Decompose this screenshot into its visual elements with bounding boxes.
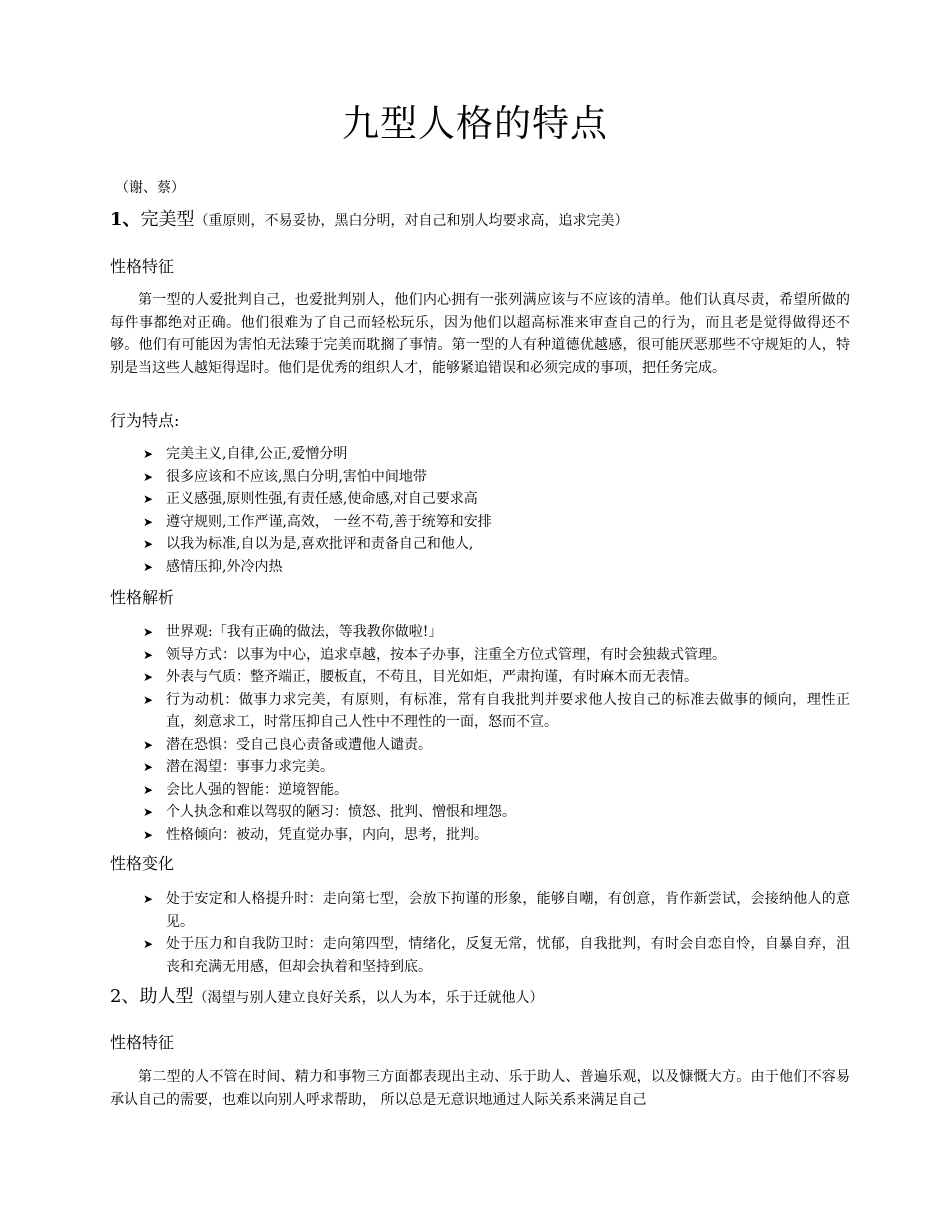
list-item: ➤ 领导方式：以事为中心，追求卓越，按本子办事，注重全方位式管理，有时会独裁式管理。 xyxy=(110,644,850,667)
type1-traits-paragraph: 第一型的人爱批判自己，也爱批判别人，他们内心拥有一张列满应该与不应该的清单。他们认真尽责，希望所做的每件事都绝对正确。他们很难为了自己而轻松玩乐，因为他们以超高标准来审查自己的行为，而且老是觉得做得还不够。他们有可能因为害怕无法臻于完美而耽搁了事情。第一型的人有种道德优越感，很可能厌恶那些不守规矩的人，特别是当这些人越矩得逞时。他们是优秀的组织人才，能够紧追错误和必须完成的事项，把任务完成。 xyxy=(110,292,850,376)
list-item: ➤ 性格倾向：被动，凭直觉办事，内向，思考，批判。 xyxy=(110,824,850,847)
list-item: ➤ 正义感强,原则性强,有责任感,使命感,对自己要求高 xyxy=(110,488,850,511)
arrow-bullet-icon: ➤ xyxy=(143,469,154,484)
type2-heading xyxy=(110,983,543,1012)
type1-description: （重原则，不易妥协，黑白分明，对自己和别人均要求高，追求完美） xyxy=(194,213,629,229)
list-item: ➤ 很多应该和不应该,黑白分明,害怕中间地带 xyxy=(110,466,850,489)
list-item: ➤ 个人执念和难以驾驭的陋习：愤怒、批判、憎恨和埋怨。 xyxy=(110,801,850,824)
arrow-bullet-icon: ➤ xyxy=(143,492,154,506)
list-item: ➤ 会比人强的智能：逆境智能。 xyxy=(110,779,850,802)
arrow-bullet-icon: ➤ xyxy=(143,647,154,662)
type2-traits-paragraph: 第二型的人不管在时间、精力和事物三方面都表现出主动、乐于助人、普遍乐观，以及慷慨大方。由于他们不容易承认自己的需要，也难以向别人呼求帮助， 所以总是无意识地通过人际关系来满足自己 xyxy=(110,1069,850,1108)
authors-note: （谢、蔡） xyxy=(115,180,185,196)
type1-change-list xyxy=(110,888,850,978)
arrow-bullet-icon: ➤ xyxy=(143,782,154,797)
type2-number: 2、 xyxy=(110,986,140,1007)
arrow-bullet-icon: ➤ xyxy=(143,892,154,906)
type1-analysis-list xyxy=(110,621,850,846)
list-item: ➤ 遵守规则,工作严谨,高效， 一丝不苟,善于统筹和安排 xyxy=(110,511,850,534)
arrow-bullet-icon: ➤ xyxy=(143,760,154,774)
arrow-bullet-icon: ➤ xyxy=(143,737,154,752)
arrow-bullet-icon: ➤ xyxy=(143,827,154,842)
list-item: ➤ 完美主义,自律,公正,爱憎分明 xyxy=(110,443,850,466)
list-item: ➤ 潜在渴望：事事力求完美。 xyxy=(110,756,850,779)
type1-behavior-heading: 行为特点: xyxy=(110,411,180,430)
list-item: ➤ 世界观:「我有正确的做法，等我教你做啦!」 xyxy=(110,621,850,644)
arrow-bullet-icon: ➤ xyxy=(143,670,154,684)
type1-number: 1、 xyxy=(110,209,141,230)
list-item: ➤ 行为动机：做事力求完美，有原则，有标准，常有自我批判并要求他人按自己的标准去做事的倾向，理性正直，刻意求工，时常压抑自己人性中不理性的一面，怒而不宣。 xyxy=(110,689,850,734)
list-item: ➤ 潜在恐惧：受自己良心责备或遭他人谴责。 xyxy=(110,734,850,757)
type1-analysis-heading: 性格解析 xyxy=(110,588,175,607)
arrow-bullet-icon: ➤ xyxy=(143,514,154,529)
type1-change-heading: 性格变化 xyxy=(110,854,175,873)
type1-heading xyxy=(110,206,629,235)
arrow-bullet-icon: ➤ xyxy=(143,559,154,574)
list-item: ➤ 处于压力和自我防卫时：走向第四型，情绪化，反复无常，忧郁，自我批判，有时会自恋自怜，自暴自弃，沮丧和充满无用感，但却会执着和坚持到底。 xyxy=(110,933,850,978)
list-item: ➤ 以我为标准,自以为是,喜欢批评和责备自己和他人, xyxy=(110,533,850,556)
arrow-bullet-icon: ➤ xyxy=(143,537,154,551)
list-item: ➤ 外表与气质：整齐端正，腰板直，不苟且，目光如炬，严肃拘谨，有时麻木而无表情。 xyxy=(110,666,850,689)
type2-name: 助人型 xyxy=(139,986,194,1007)
arrow-bullet-icon: ➤ xyxy=(143,692,154,707)
type2-traits-heading: 性格特征 xyxy=(110,1033,175,1052)
type1-traits-heading: 性格特征 xyxy=(110,257,175,276)
list-item: ➤ 感情压抑,外冷内热 xyxy=(110,556,850,579)
arrow-bullet-icon: ➤ xyxy=(143,937,154,951)
arrow-bullet-icon: ➤ xyxy=(143,625,154,639)
list-item: ➤ 处于安定和人格提升时：走向第七型，会放下拘谨的形象，能够自嘲，有创意，肯作新尝试，会接纳他人的意见。 xyxy=(110,888,850,933)
page-title: 九型人格的特点 xyxy=(342,102,608,145)
arrow-bullet-icon: ➤ xyxy=(143,447,154,461)
arrow-bullet-icon: ➤ xyxy=(143,805,154,819)
type1-name: 完美型 xyxy=(140,209,195,230)
type1-behavior-list xyxy=(110,443,850,578)
type2-description: （渴望与别人建立良好关系，以人为本，乐于迁就他人） xyxy=(193,990,544,1006)
